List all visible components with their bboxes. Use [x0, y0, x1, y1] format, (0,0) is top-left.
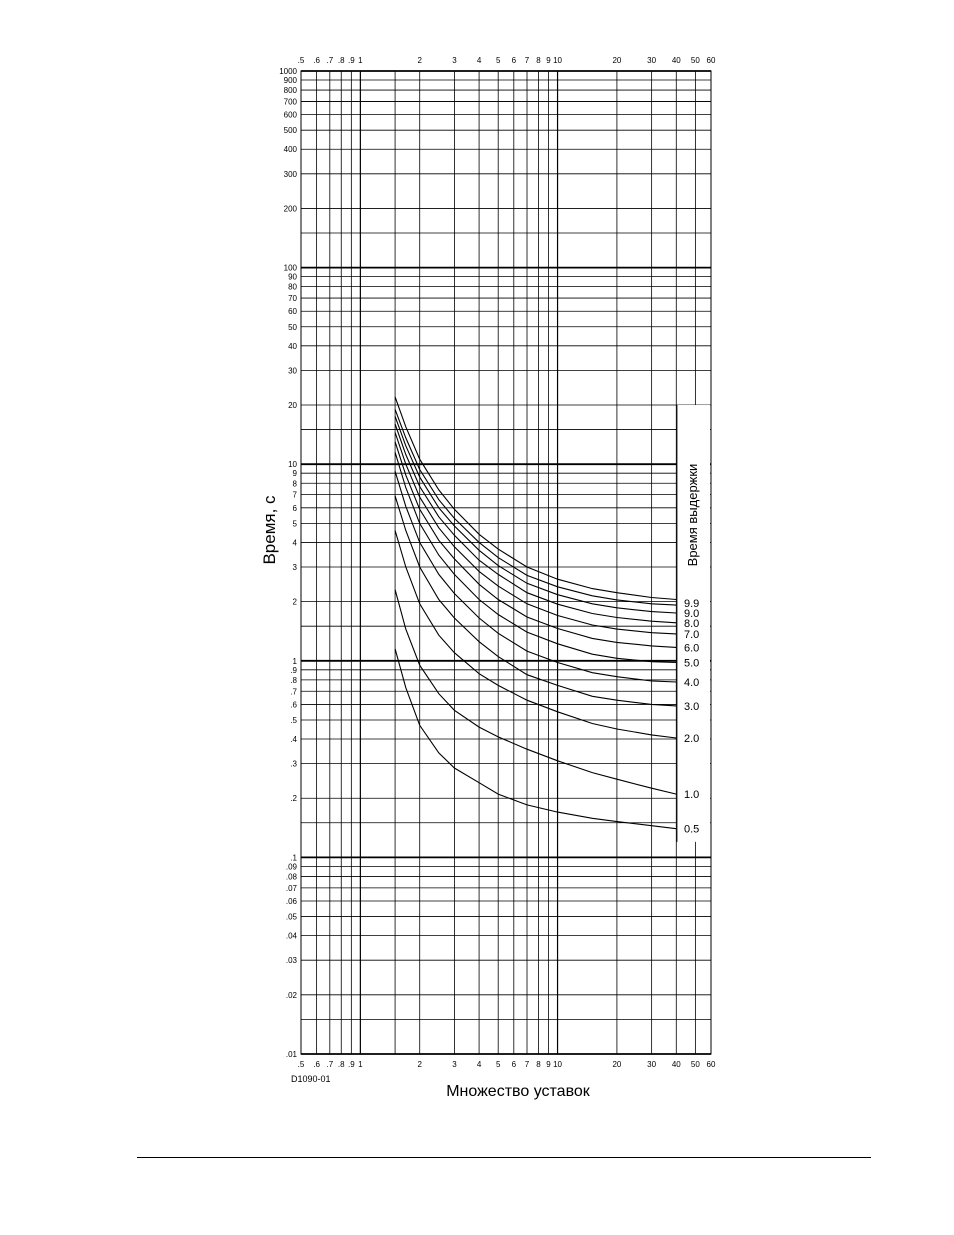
x-tick-label-bottom: 7 — [524, 1060, 530, 1069]
x-tick-label-top: .6 — [313, 56, 320, 65]
series-label: 7.0 — [684, 628, 700, 641]
x-tick-label-bottom: 40 — [671, 1060, 681, 1069]
y-tick-label: 4 — [292, 538, 297, 548]
y-tick-label: 200 — [283, 204, 297, 214]
legend-title: Время выдержки — [685, 463, 700, 567]
x-tick-label-top: 20 — [612, 56, 622, 65]
curve-9.9 — [395, 409, 676, 605]
x-tick-label-bottom: 2 — [417, 1060, 422, 1069]
y-tick-label: 3 — [292, 562, 297, 572]
y-tick-label: 50 — [288, 322, 297, 332]
x-tick-label-bottom: .6 — [313, 1060, 320, 1069]
y-tick-label: .09 — [285, 862, 297, 872]
x-tick-label-top: 9 — [546, 56, 551, 65]
curve-2.0 — [395, 531, 676, 739]
x-tick-label-bottom: 60 — [706, 1060, 716, 1069]
y-tick-label: 400 — [283, 145, 297, 155]
y-tick-label: 7 — [292, 490, 297, 500]
series-label: 2.0 — [684, 732, 700, 745]
x-tick-label-bottom: .8 — [337, 1060, 345, 1069]
y-tick-label: .05 — [285, 912, 297, 922]
x-tick-label-top: 7 — [524, 56, 530, 65]
x-tick-label-top: 10 — [553, 56, 563, 65]
x-tick-label-top: 3 — [452, 56, 457, 65]
tick-labels — [279, 56, 716, 1069]
curve-4.0 — [395, 471, 676, 682]
y-tick-label: 700 — [283, 97, 297, 107]
x-tick-label-bottom: 5 — [495, 1060, 501, 1069]
y-tick-label: .01 — [285, 1050, 297, 1059]
x-axis-label: Множество уставок — [446, 1083, 590, 1100]
x-tick-label-top: 30 — [647, 56, 657, 65]
curve-6.0 — [395, 442, 676, 648]
y-tick-label: .9 — [290, 665, 297, 675]
x-tick-label-top: 60 — [706, 56, 716, 65]
y-tick-label: 1000 — [279, 67, 297, 76]
series-label: 6.0 — [684, 642, 700, 655]
y-tick-label: .03 — [285, 956, 297, 966]
x-tick-label-top: .7 — [326, 56, 334, 65]
x-tick-label-bottom: 8 — [536, 1060, 541, 1069]
y-tick-label: 2 — [292, 597, 297, 607]
x-tick-label-bottom: .7 — [326, 1060, 334, 1069]
y-tick-label: .5 — [290, 715, 297, 725]
y-tick-label: .2 — [290, 794, 297, 804]
x-tick-label-bottom: .5 — [297, 1060, 305, 1069]
y-tick-label: 800 — [283, 86, 297, 96]
x-tick-label-bottom: 10 — [553, 1060, 563, 1069]
x-tick-label-top: .9 — [348, 56, 355, 65]
x-tick-label-top: 50 — [690, 56, 700, 65]
y-tick-label: .4 — [290, 735, 297, 745]
y-tick-label: .06 — [285, 897, 297, 907]
y-tick-label: .6 — [290, 700, 297, 710]
x-tick-label-top: 2 — [417, 56, 422, 65]
y-tick-label: 600 — [283, 110, 297, 120]
y-tick-label: .08 — [285, 872, 297, 882]
y-tick-label: 60 — [288, 307, 297, 317]
y-tick-label: 10 — [288, 460, 297, 470]
series-label: 5.0 — [684, 657, 700, 670]
x-tick-label-bottom: 6 — [511, 1060, 517, 1069]
series-label: 9.9 — [684, 597, 700, 610]
series-label: 8.0 — [684, 617, 700, 630]
series-label: 1.0 — [684, 789, 700, 802]
x-tick-label-top: 6 — [511, 56, 517, 65]
y-tick-label: 900 — [283, 75, 297, 85]
series-label: 0.5 — [684, 823, 700, 836]
figure-id: D1090-01 — [291, 1074, 331, 1084]
y-tick-label: 40 — [288, 341, 297, 351]
y-tick-label: 70 — [288, 294, 297, 304]
y-tick-label: 80 — [288, 282, 297, 292]
series-label: 3.0 — [684, 700, 700, 713]
footer-rule — [137, 1157, 871, 1158]
y-tick-label: 30 — [288, 366, 297, 376]
y-tick-label: 100 — [283, 263, 297, 273]
curve-3.0 — [395, 496, 676, 706]
y-tick-label: 8 — [292, 479, 297, 489]
x-tick-label-top: .5 — [297, 56, 305, 65]
y-tick-label: 5 — [292, 519, 297, 529]
x-tick-label-bottom: 9 — [546, 1060, 551, 1069]
y-tick-label: .7 — [290, 687, 297, 697]
y-tick-label: 90 — [288, 272, 297, 282]
curve-7.0 — [395, 433, 676, 634]
series-label: 4.0 — [684, 677, 700, 690]
y-tick-label: .8 — [290, 675, 297, 685]
x-tick-label-top: 5 — [495, 56, 501, 65]
x-tick-label-bottom: 4 — [476, 1060, 482, 1069]
x-tick-label-bottom: 3 — [452, 1060, 457, 1069]
y-tick-label: .1 — [290, 853, 297, 863]
y-tick-label: 1 — [292, 656, 297, 666]
y-axis-label: Время, с — [260, 495, 279, 565]
x-tick-label-top: 40 — [671, 56, 681, 65]
series-label: 9.0 — [684, 607, 700, 620]
y-tick-label: 9 — [292, 469, 297, 479]
x-tick-label-top: 1 — [358, 56, 363, 65]
x-tick-label-bottom: .9 — [348, 1060, 355, 1069]
y-tick-label: .3 — [290, 759, 297, 769]
y-tick-label: .02 — [285, 990, 297, 1000]
x-tick-label-bottom: 1 — [358, 1060, 363, 1069]
x-tick-label-bottom: 50 — [690, 1060, 700, 1069]
x-tick-label-top: 4 — [476, 56, 482, 65]
x-tick-label-top: .8 — [337, 56, 345, 65]
x-tick-label-bottom: 20 — [612, 1060, 622, 1069]
y-tick-label: .04 — [285, 931, 297, 941]
y-tick-label: 6 — [292, 503, 297, 513]
y-tick-label: 500 — [283, 126, 297, 136]
x-tick-label-bottom: 30 — [647, 1060, 657, 1069]
y-tick-label: 300 — [283, 169, 297, 179]
y-tick-label: .07 — [285, 883, 297, 893]
y-tick-label: 20 — [288, 401, 297, 411]
x-tick-label-top: 8 — [536, 56, 541, 65]
